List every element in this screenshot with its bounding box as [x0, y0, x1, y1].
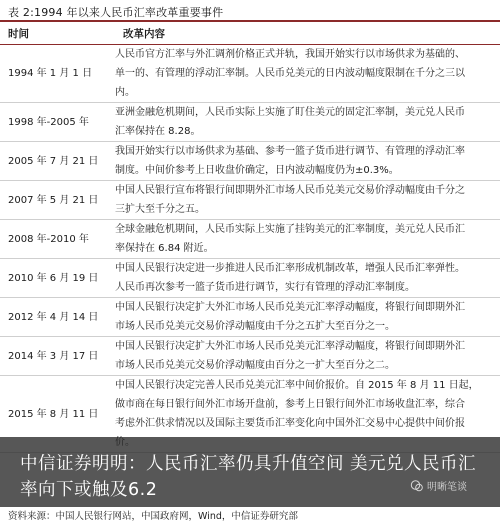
row-content — [115, 220, 500, 258]
table-row — [0, 181, 500, 220]
caption-text: 中信证券明明：人民币汇率仍具升值空间 美元兑人民币汇率向下或触及6.2 — [20, 454, 477, 500]
table-row — [0, 298, 500, 337]
header-content: 改革内容 — [123, 27, 165, 40]
row-date: 2012 年 4 月 14 日 — [8, 311, 99, 323]
row-date: 2007 年 5 月 21 日 — [8, 194, 99, 206]
row-content-line: 制度。中间价参考上日收盘价确定，日内波动幅度仍为±0.3%。 — [115, 165, 399, 176]
row-content-line: 我国开始实行以市场供求为基础、参考一篮子货币进行调节、有管理的浮动汇率 — [115, 146, 465, 157]
table-body — [0, 45, 500, 453]
table-row — [0, 45, 500, 103]
row-content-line: 中国人民银行决定完善人民币兑美元汇率中间价报价。自 2015 年 8 月 11 日起， — [115, 380, 479, 391]
row-content-line: 率保持在 6.84 附近。 — [115, 243, 214, 254]
row-content-line: 亚洲金融危机期间，人民币实际上实施了盯住美元的固定汇率制，美元兑人民币 — [115, 107, 465, 118]
row-content-line: 人民币再次参考一篮子货币进行调节，实行有管理的浮动汇率制度。 — [115, 282, 415, 293]
row-content-line: 单一的、有管理的浮动汇率制。人民币兑美元的日内波动幅度限制在千分之三以 — [115, 68, 465, 79]
row-content — [115, 45, 500, 102]
watermark-text: 明晰笔谈 — [427, 482, 467, 493]
row-date: 2014 年 3 月 17 日 — [8, 350, 99, 362]
row-content-line: 做市商在每日银行间外汇市场开盘前，参考上日银行间外汇市场收盘汇率，综合 — [115, 399, 465, 410]
row-content-line: 汇率保持在 8.28。 — [115, 126, 201, 137]
row-content — [115, 298, 500, 336]
table-row — [0, 259, 500, 298]
row-date: 2008 年-2010 年 — [8, 233, 89, 245]
row-content-line: 市场人民币兑美元交易价浮动幅度由千分之五扩大至百分之一。 — [115, 321, 395, 332]
watermark — [410, 478, 467, 493]
row-content — [115, 142, 500, 180]
source-note: 资料来源：中国人民银行网站，中国政府网，Wind，中信证券研究部 — [8, 511, 298, 522]
table-row — [0, 103, 500, 142]
row-content-line: 人民币官方汇率与外汇调剂价格正式并轨，我国开始实行以市场供求为基础的、 — [115, 49, 465, 60]
table-header — [0, 20, 500, 45]
row-content — [115, 103, 500, 141]
row-content-line: 中国人民银行决定扩大外汇市场人民币兑美元汇率浮动幅度，将银行间即期外汇 — [115, 302, 465, 313]
row-content-line: 全球金融危机期间，人民币实际上实施了挂钩美元的汇率制度，美元兑人民币汇 — [115, 224, 465, 235]
row-date: 2010 年 6 月 19 日 — [8, 272, 99, 284]
wechat-icon — [410, 479, 424, 493]
row-date: 1998 年-2005 年 — [8, 116, 89, 128]
row-content-line: 考虑外汇供求情况以及国际主要货币汇率变化向中国外汇交易中心提供中间价报 — [115, 418, 465, 429]
row-content-line: 中国人民银行决定扩大外汇市场人民币兑美元汇率浮动幅度，将银行间即期外汇 — [115, 341, 465, 352]
table-row — [0, 337, 500, 376]
events-table — [0, 20, 500, 453]
table-title: 表 2:1994 年以来人民币汇率改革重要事件 — [8, 6, 224, 19]
row-content — [115, 337, 500, 375]
row-content — [115, 259, 500, 297]
row-content — [115, 181, 500, 219]
row-date: 2015 年 8 月 11 日 — [8, 408, 99, 420]
row-content-line: 中国人民银行决定进一步推进人民币汇率形成机制改革，增强人民币汇率弹性。 — [115, 263, 465, 274]
row-content-line: 三扩大至千分之五。 — [115, 204, 205, 215]
row-content-line: 中国人民银行宣布将银行间即期外汇市场人民币兑美元交易价浮动幅度由千分之 — [115, 185, 465, 196]
row-content-line: 内。 — [115, 87, 135, 98]
row-content-line: 市场人民币兑美元交易价浮动幅度由百分之一扩大至百分之二。 — [115, 360, 395, 371]
row-date: 1994 年 1 月 1 日 — [8, 68, 93, 79]
table-row — [0, 220, 500, 259]
header-time: 时间 — [8, 27, 29, 40]
table-row — [0, 142, 500, 181]
row-date: 2005 年 7 月 21 日 — [8, 155, 99, 167]
